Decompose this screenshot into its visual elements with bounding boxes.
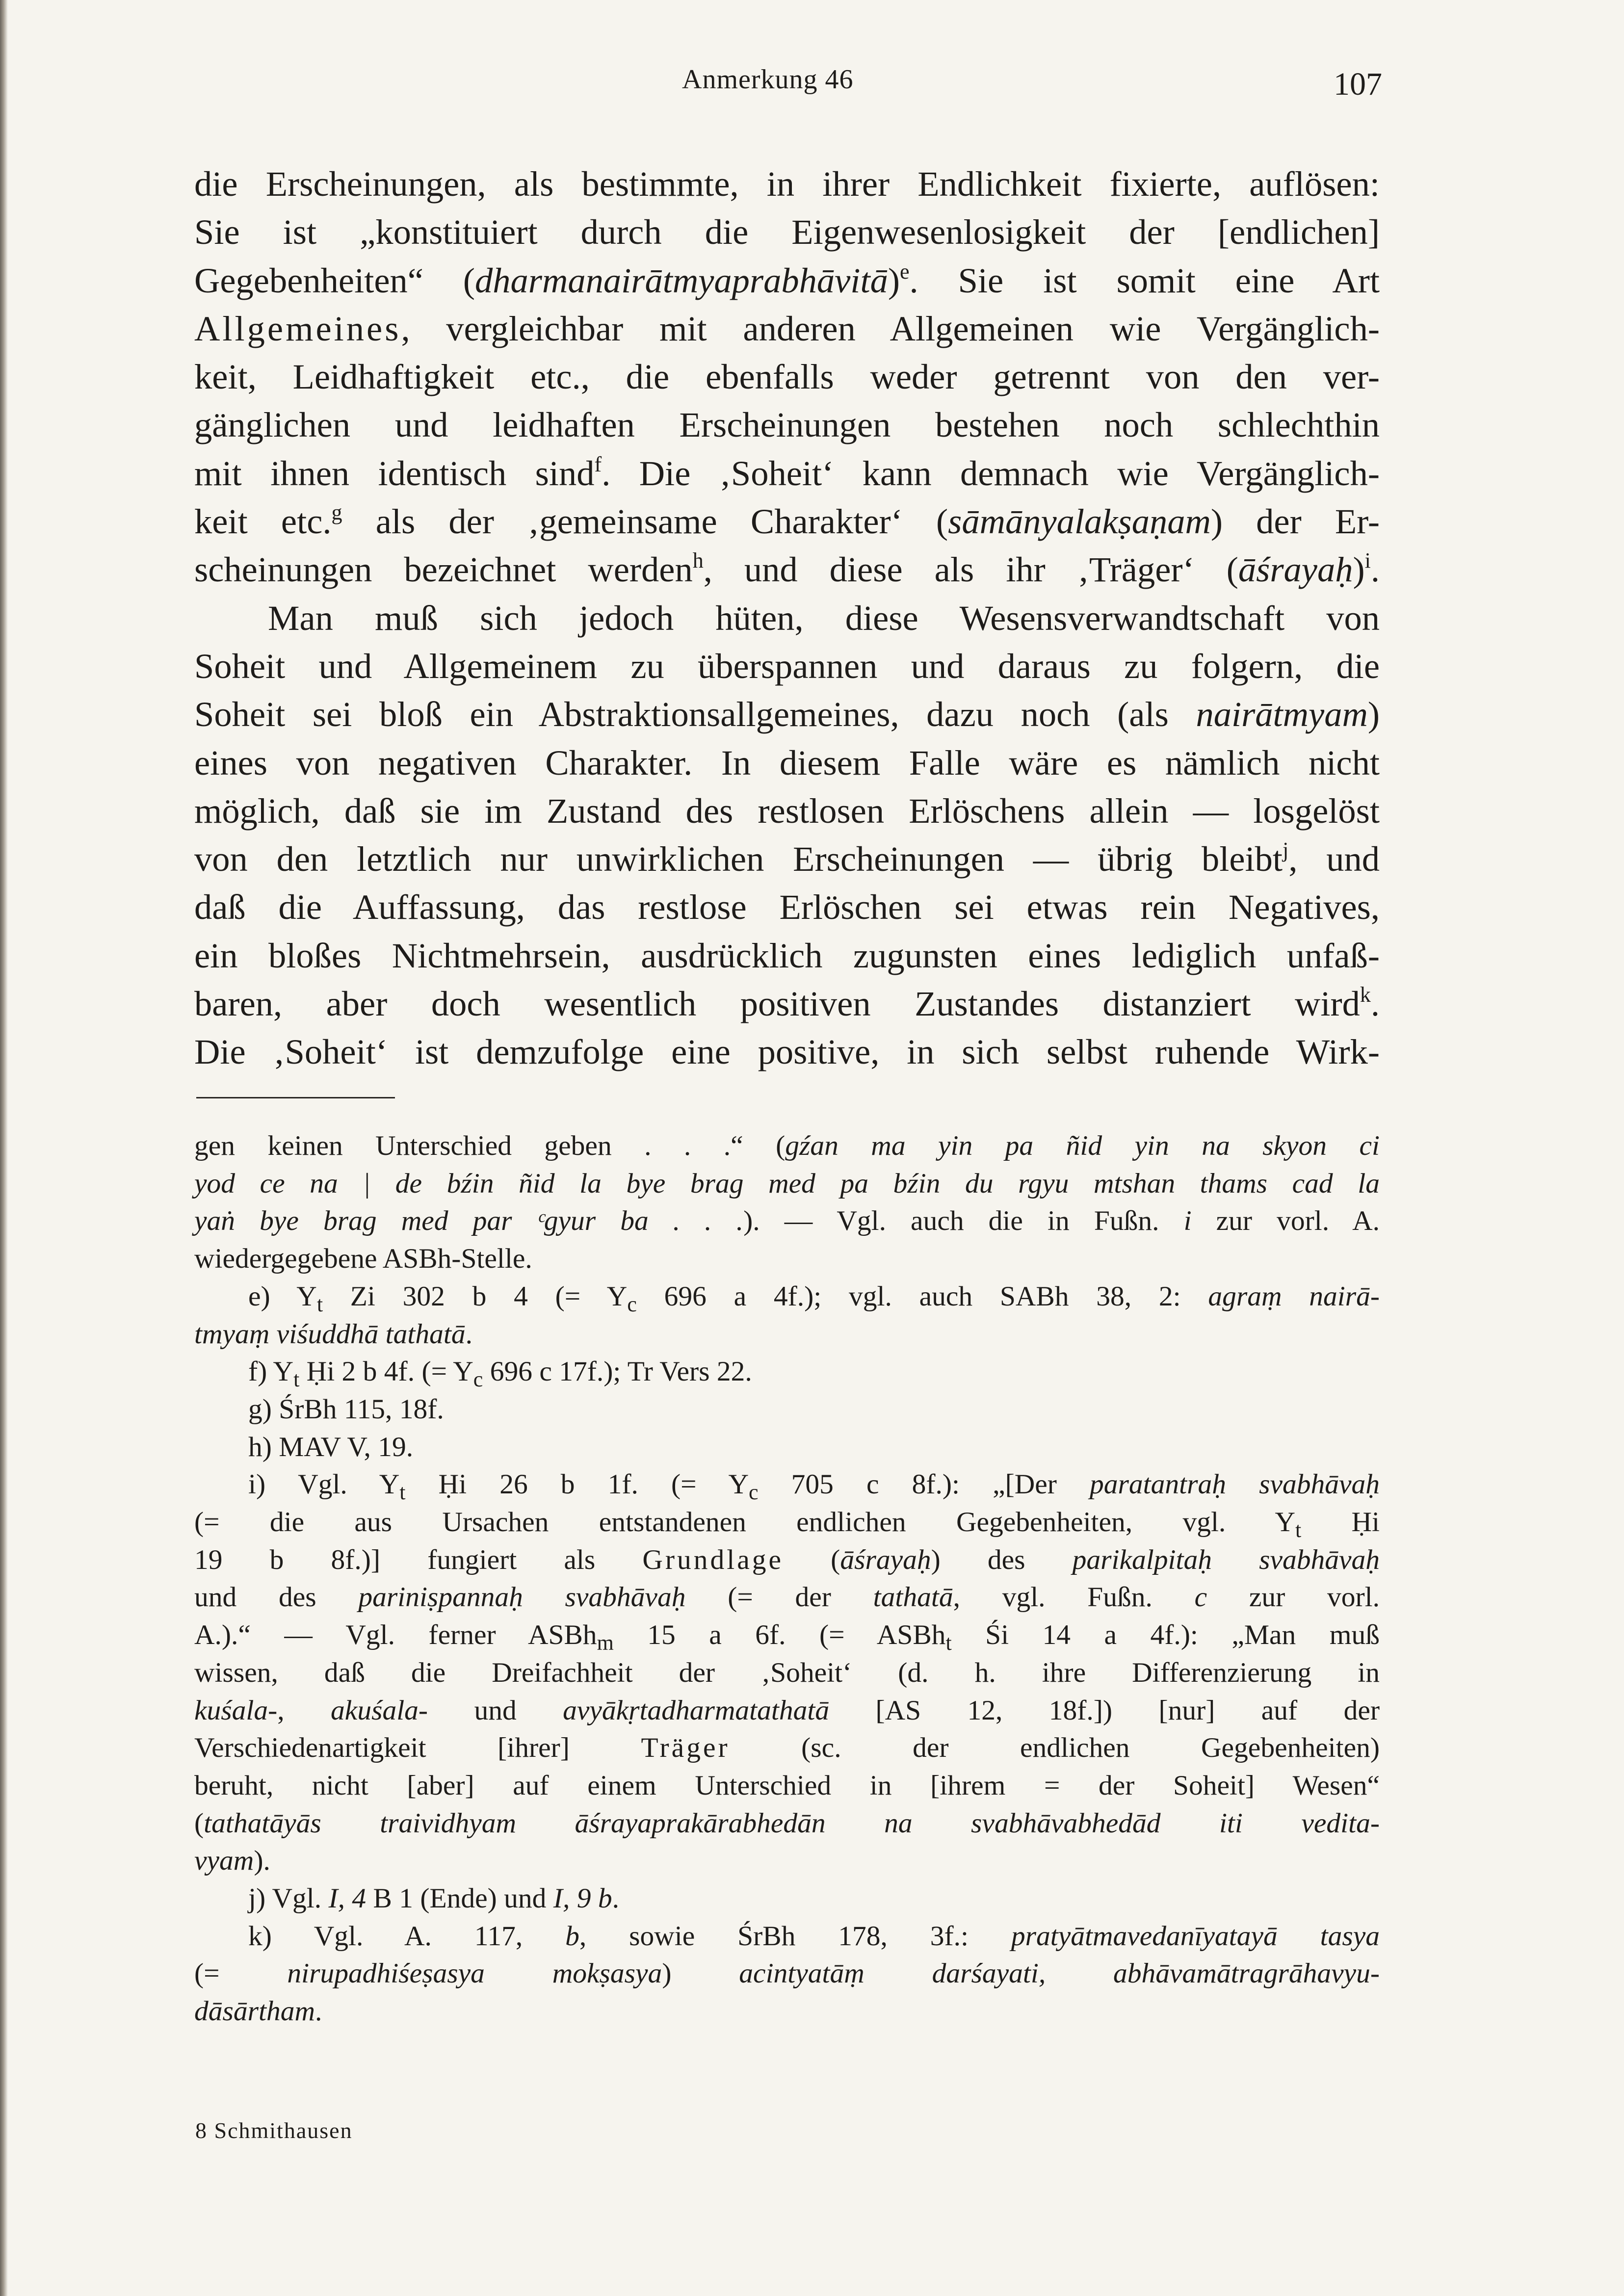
footnote-line: (tathatāyās traividhyam āśrayaprakārabhedān na svabhāvabhedād iti vedita- — [194, 1807, 1380, 1839]
footnote-line: wiedergegebene ASBh-Stelle. — [194, 1243, 532, 1275]
text-line: baren, aber doch wesentlich positiven Zustandes distanziert wird$^k$. — [194, 983, 1380, 1024]
footnote-line: Verschiedenartigkeit [ihrer] Träger (sc. der endlichen Gegebenheiten) — [194, 1732, 1380, 1764]
footnote-i: i) Vgl. $Y_t$ Ḥi 26 b 1f. (= $Y_c$ 705 c 8f.): „[Der paratantraḥ svabhāvaḥ — [248, 1469, 1380, 1505]
text-line: mit ihnen identisch sind$^f$. Die ‚Soheit‘ kann demnach wie Vergänglich- — [194, 452, 1380, 493]
text-line: Die ‚Soheit‘ ist demzufolge eine positive, in sich selbst ruhende Wirk- — [194, 1032, 1380, 1072]
text-line: Allgemeines, vergleichbar mit anderen Allgemeinen wie Vergänglich- — [194, 308, 1380, 348]
page-number: 107 — [1334, 66, 1382, 102]
footnote-line: (= nirupadhiśeṣasya mokṣasya) acintyatāṃ darśayati, abhāvamātragrāhavyu- — [194, 1958, 1380, 1989]
footnote-line: beruht, nicht [aber] auf einem Unterschied in [ihrem = der Soheit] Wesen“ — [194, 1770, 1380, 1801]
footnotes — [194, 1127, 1380, 2031]
footnote-separator — [196, 1097, 395, 1098]
footnote-line: vyam). — [194, 1845, 270, 1877]
footnote-line: wissen, daß die Dreifachheit der ‚Soheit‘ (d. h. ihre Differenzierung in — [194, 1657, 1380, 1688]
footnote-line: dāsārtham. — [194, 1996, 322, 2027]
book-spine-shadow — [0, 0, 8, 2296]
text-line: daß die Auffassung, das restlose Erlöschen sei etwas rein Negatives, — [194, 887, 1380, 927]
footnote-h: h) MAV V, 19. — [248, 1431, 414, 1462]
footnote-line: und des pariniṣpannaḥ svabhāvaḥ (= der tathatā, vgl. Fußn. c zur vorl. — [194, 1582, 1380, 1613]
footnote-f: f) $Y_t$ Ḥi 2 b 4f. (= $Y_c$ 696 c 17f.); Tr Vers 22. — [248, 1356, 752, 1392]
text-line: scheinungen bezeichnet werden$^h$, und diese als ihr ‚Träger‘ (āśrayaḥ)$^i$. — [194, 548, 1380, 590]
footnote-line: kuśala-, akuśala- und avyākṛtadharmatathatā [AS 12, 18f.]) [nur] auf der — [194, 1695, 1380, 1726]
text-line: Man muß sich jedoch hüten, diese Wesensverwandtschaft von — [268, 598, 1380, 638]
text-line: eines von negativen Charakter. In diesem Falle wäre es nämlich nicht — [194, 742, 1380, 783]
text-line: von den letztlich nur unwirklichen Erscheinungen — übrig bleibt$^j$, und — [194, 838, 1380, 879]
footnote-line: yod ce na | de bźin ñid la bye brag med pa bźin du rgyu mtshan thams cad la — [194, 1168, 1380, 1199]
footnote-line: 19 b 8f.)] fungiert als Grundlage (āśrayaḥ) des parikalpitaḥ svabhāvaḥ — [194, 1544, 1380, 1575]
page-header — [0, 64, 1624, 108]
text-line: keit, Leidhaftigkeit etc., die ebenfalls weder getrennt von den ver- — [194, 357, 1380, 397]
text-line: keit etc.$^g$ als der ‚gemeinsame Charakter‘ (sāmānyalakṣaṇam) der Er- — [194, 500, 1380, 542]
text-line: die Erscheinungen, als bestimmte, in ihrer Endlichkeit fixierte, auflösen: — [194, 164, 1380, 204]
footnote-e: e) $Y_t$ Zi 302 b 4 (= $Y_c$ 696 a 4f.); vgl. auch SABh 38, 2: agraṃ nairā- — [248, 1280, 1380, 1316]
text-line: gänglichen und leidhaften Erscheinungen bestehen noch schlechthin — [194, 405, 1380, 445]
running-title: Anmerkung 46 — [682, 64, 854, 95]
main-text — [194, 160, 1380, 1076]
footnote-line: A.).“ — Vgl. ferner ASBh$_m$ 15 a 6f. (= ASBh$_t$ Śi 14 a 4f.): „Man muß — [194, 1619, 1380, 1655]
printer-signature-mark: 8 Schmithausen — [195, 2118, 353, 2143]
text-line: Sie ist „konstituiert durch die Eigenwesenlosigkeit der [endlichen] — [194, 212, 1380, 252]
footnote-j: j) Vgl. I, 4 B 1 (Ende) und I, 9 b. — [248, 1883, 619, 1914]
text-line: ein bloßes Nichtmehrsein, ausdrücklich zugunsten eines lediglich unfaß- — [194, 935, 1380, 975]
footnote-line: yaṅ bye brag med par ᶜgyur ba . . .). — Vgl. auch die in Fußn. i zur vorl. A. — [194, 1205, 1380, 1237]
text-line: möglich, daß sie im Zustand des restlosen Erlöschens allein — losgelöst — [194, 790, 1380, 831]
footnote-line: gen keinen Unterschied geben . . .“ (gźan ma yin pa ñid yin na skyon ci — [194, 1130, 1380, 1161]
footnote-k: k) Vgl. A. 117, b, sowie ŚrBh 178, 3f.: pratyātmavedanīyatayā tasya — [248, 1920, 1380, 1952]
footnote-line: tmyaṃ viśuddhā tathatā. — [194, 1318, 472, 1350]
footnote-line: (= die aus Ursachen entstandenen endlichen Gegebenheiten, vgl. $Y_t$ Ḥi — [194, 1507, 1380, 1542]
text-line: Soheit sei bloß ein Abstraktionsallgemeines, dazu noch (als nairātmyam) — [194, 694, 1380, 734]
footnote-g: g) ŚrBh 115, 18f. — [248, 1393, 444, 1425]
text-line: Soheit und Allgemeinem zu überspannen und daraus zu folgern, die — [194, 646, 1380, 686]
text-line: Gegebenheiten“ (dharmanairātmyaprabhāvitā)$^e$. Sie ist somit eine Art — [194, 259, 1380, 300]
